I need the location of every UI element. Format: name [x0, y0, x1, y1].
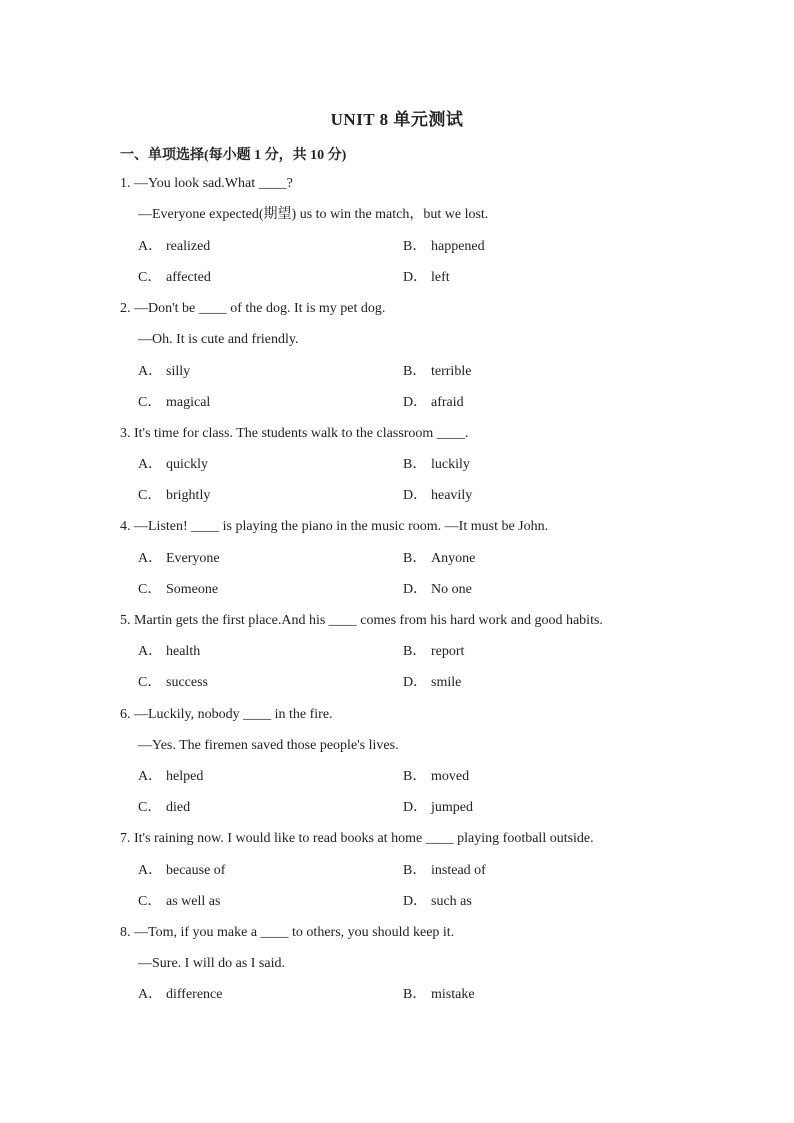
option-text: report: [431, 644, 465, 659]
option-letter: B．: [403, 644, 427, 659]
question-5-stem: 5. Martin gets the first place.And his ____ comes from his hard work and good habits.: [120, 613, 603, 628]
question-4-stem: 4. —Listen! ____ is playing the piano in the music room. —It must be John.: [120, 519, 549, 534]
option-letter: C．: [138, 675, 162, 690]
option-letter: A．: [138, 551, 163, 566]
option-letter: A．: [138, 239, 163, 254]
option-letter: C．: [138, 800, 162, 815]
option-letter: C．: [138, 270, 162, 285]
option-letter: B．: [403, 863, 427, 878]
option-text: died: [166, 800, 191, 815]
question-7-option-b[interactable]: [403, 861, 486, 881]
question-2-option-c[interactable]: [138, 393, 210, 413]
option-text: helped: [166, 769, 204, 784]
option-text: mistake: [431, 987, 475, 1002]
question-3-stem: 3. It's time for class. The students walk to the classroom ____.: [120, 426, 469, 441]
option-text: jumped: [431, 800, 473, 815]
question-1-option-a[interactable]: [138, 237, 210, 257]
option-letter: D．: [403, 270, 428, 285]
option-letter: C．: [138, 395, 162, 410]
question-1-option-b[interactable]: [403, 237, 485, 257]
question-4-option-c[interactable]: [138, 580, 218, 600]
question-5-option-c[interactable]: [138, 673, 208, 693]
option-text: realized: [166, 239, 211, 254]
option-text: difference: [166, 987, 223, 1002]
page-title: UNIT 8 单元测试: [330, 110, 464, 129]
option-letter: B．: [403, 987, 427, 1002]
option-text: moved: [431, 769, 470, 784]
option-letter: A．: [138, 457, 163, 472]
question-2-option-a[interactable]: [138, 362, 190, 382]
option-letter: C．: [138, 894, 162, 909]
option-text: terrible: [431, 364, 472, 379]
option-text: brightly: [166, 488, 211, 503]
question-4-option-b[interactable]: [403, 549, 475, 569]
option-letter: B．: [403, 457, 427, 472]
option-text: instead of: [431, 863, 486, 878]
question-7-option-d[interactable]: [403, 892, 472, 912]
option-letter: B．: [403, 769, 427, 784]
option-letter: D．: [403, 675, 428, 690]
question-2-option-d[interactable]: [403, 393, 464, 413]
option-letter: C．: [138, 582, 162, 597]
option-letter: A．: [138, 644, 163, 659]
question-1-option-c[interactable]: [138, 268, 211, 288]
question-1-stem: 1. —You look sad.What ____?: [120, 176, 293, 191]
option-text: No one: [431, 582, 472, 597]
option-letter: D．: [403, 894, 428, 909]
question-6-option-a[interactable]: [138, 767, 203, 787]
question-6-option-d[interactable]: [403, 798, 473, 818]
question-4-option-a[interactable]: [138, 549, 220, 569]
option-text: smile: [431, 675, 462, 690]
question-7-stem: 7. It's raining now. I would like to read books at home ____ playing football outside.: [120, 831, 594, 846]
option-text: affected: [166, 270, 211, 285]
question-7-option-c[interactable]: [138, 892, 220, 912]
option-text: Everyone: [166, 551, 220, 566]
option-text: magical: [166, 395, 211, 410]
option-letter: A．: [138, 987, 163, 1002]
question-4-option-d[interactable]: [403, 580, 472, 600]
option-letter: D．: [403, 582, 428, 597]
option-text: afraid: [431, 395, 464, 410]
option-text: because of: [166, 863, 226, 878]
option-text: heavily: [431, 488, 473, 503]
question-8-reply: —Sure. I will do as I said.: [138, 956, 285, 971]
option-text: silly: [166, 364, 191, 379]
option-letter: B．: [403, 239, 427, 254]
option-letter: D．: [403, 800, 428, 815]
option-letter: A．: [138, 769, 163, 784]
option-letter: D．: [403, 488, 428, 503]
option-text: luckily: [431, 457, 470, 472]
question-3-option-c[interactable]: [138, 486, 210, 506]
question-3-option-d[interactable]: [403, 486, 472, 506]
question-1-option-d[interactable]: [403, 268, 450, 288]
option-letter: C．: [138, 488, 162, 503]
option-text: such as: [431, 894, 472, 909]
question-6-stem: 6. —Luckily, nobody ____ in the fire.: [120, 707, 333, 722]
question-3-option-a[interactable]: [138, 455, 208, 475]
option-text: as well as: [166, 894, 221, 909]
question-2-option-b[interactable]: [403, 362, 471, 382]
question-5-option-a[interactable]: [138, 642, 200, 662]
option-text: Anyone: [431, 551, 476, 566]
question-5-option-b[interactable]: [403, 642, 464, 662]
question-8-stem: 8. —Tom, if you make a ____ to others, you should keep it.: [120, 925, 455, 940]
question-2-reply: —Oh. It is cute and friendly.: [138, 332, 299, 347]
question-3-option-b[interactable]: [403, 455, 470, 475]
question-2-stem: 2. —Don't be ____ of the dog. It is my pet dog.: [120, 301, 386, 316]
question-7-option-a[interactable]: [138, 861, 225, 881]
question-8-option-a[interactable]: [138, 985, 222, 1005]
option-text: quickly: [166, 457, 208, 472]
question-8-option-b[interactable]: [403, 985, 475, 1005]
option-letter: A．: [138, 364, 163, 379]
option-letter: A．: [138, 863, 163, 878]
question-5-option-d[interactable]: [403, 673, 461, 693]
question-6-option-b[interactable]: [403, 767, 469, 787]
option-text: happened: [431, 239, 485, 254]
option-text: left: [431, 270, 450, 285]
section-heading: 一、单项选择(每小题 1 分，共 10 分): [120, 148, 347, 163]
question-6-option-c[interactable]: [138, 798, 190, 818]
question-1-reply: —Everyone expected(期望) us to win the match，but we lost.: [138, 207, 489, 222]
option-text: success: [166, 675, 208, 690]
option-letter: B．: [403, 551, 427, 566]
option-letter: D．: [403, 395, 428, 410]
option-text: health: [166, 644, 201, 659]
option-text: Someone: [166, 582, 219, 597]
option-letter: B．: [403, 364, 427, 379]
question-6-reply: —Yes. The firemen saved those people's lives.: [138, 738, 399, 753]
